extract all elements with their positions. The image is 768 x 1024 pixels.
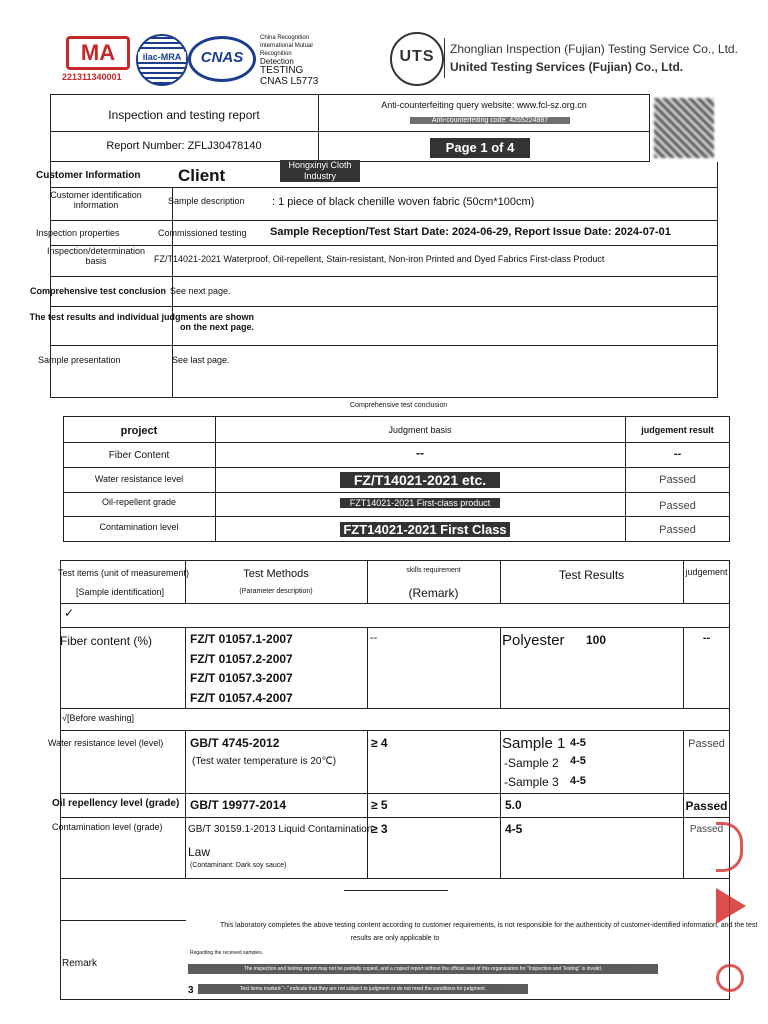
fiber-result-value: 100 xyxy=(586,633,607,647)
fiber-method: FZ/T 01057.2-2007 xyxy=(190,651,293,666)
h-sample: [Sample identification] xyxy=(76,587,165,597)
remark-note2-num: 3 xyxy=(188,985,194,996)
water-sample-value: 4-5 xyxy=(570,755,586,767)
customer-info-label: Customer Information xyxy=(36,170,141,181)
client-label: Client xyxy=(178,166,226,185)
cma-label: MA xyxy=(80,40,116,65)
sample-presentation-label: Sample presentation xyxy=(38,355,121,365)
uts-logo xyxy=(390,32,444,86)
cnas-sub2: International Mutual xyxy=(260,43,313,49)
basis-value: FZ/T14021-2021 Waterproof, Oil-repellent, Stain-resistant, Non-iron Printed and Dyed Fabrics First-class Product xyxy=(154,254,605,264)
sample-presentation-value: See last page. xyxy=(172,355,230,365)
seal-stamp xyxy=(716,822,743,872)
row-project: Fiber Content xyxy=(108,450,170,461)
water-sample-value: 4-5 xyxy=(570,775,586,787)
water-req: ≥ 4 xyxy=(371,736,388,750)
ilac-label: ilac-MRA xyxy=(138,52,186,62)
water-judge: Passed xyxy=(688,738,725,750)
water-method: GB/T 4745-2012 xyxy=(190,736,280,750)
oil-req: ≥ 5 xyxy=(371,798,388,812)
conclusion-label: Comprehensive test conclusion xyxy=(30,286,167,296)
cnas-text xyxy=(260,34,318,88)
disclaimer-line2: results are only applicable to xyxy=(350,935,440,942)
fiber-req: -- xyxy=(370,632,378,644)
row-result: Passed xyxy=(659,524,696,536)
report-number: Report Number: ZFLJ30478140 xyxy=(106,140,262,152)
commissioned-label: Commissioned testing xyxy=(158,228,247,238)
row-basis: FZT14021-2021 First Class xyxy=(340,522,510,537)
water-sample: -Sample 2 xyxy=(504,756,559,770)
water-label: Water resistance level (level) xyxy=(48,738,164,748)
page-number: Page 1 of 4 xyxy=(430,138,530,158)
row-result: -- xyxy=(673,448,682,460)
oil-method: GB/T 19977-2014 xyxy=(190,798,287,812)
conclusion-caption: Comprehensive test conclusion xyxy=(350,402,448,409)
ilac-logo xyxy=(136,34,188,86)
row-result: Passed xyxy=(659,474,696,486)
water-sample: -Sample 3 xyxy=(504,775,559,789)
cnas-logo xyxy=(188,36,256,82)
fiber-method: FZ/T 01057.1-2007 xyxy=(190,632,293,646)
oil-result: 5.0 xyxy=(505,798,522,812)
fiber-judge: -- xyxy=(702,632,711,644)
report-title: Inspection and testing report xyxy=(108,108,260,122)
cnas-sub3: Recognition xyxy=(260,51,292,57)
contam-result: 4-5 xyxy=(505,822,523,836)
qr-code xyxy=(654,98,714,158)
disclaimer-line1: This laboratory completes the above testing content according to customer requirements, is not responsible for the authenticity of customer-identified information, and the test xyxy=(220,922,758,929)
h-req: skills requirement xyxy=(406,567,461,574)
check-mark: ✓ xyxy=(64,606,75,620)
cma-logo xyxy=(66,36,130,70)
contam-method: GB/T 30159.1-2013 Liquid Contamination xyxy=(188,824,373,835)
basis-label: Inspection/determination basis xyxy=(46,246,146,266)
seal-stamp xyxy=(716,888,746,924)
remark-note2: Test items marked "--" indicate that they are not subject to judgment or do not meet the conditions for judgment. xyxy=(198,984,528,994)
dates-value: Sample Reception/Test Start Date: 2024-06-29, Report Issue Date: 2024-07-01 xyxy=(270,226,671,238)
oil-judge: Passed xyxy=(685,799,728,813)
contam-req: ≥ 3 xyxy=(371,822,388,836)
contam-judge: Passed xyxy=(689,824,724,835)
fiber-method: FZ/T 01057.3-2007 xyxy=(190,671,293,685)
contam-label: Contamination level (grade) xyxy=(52,822,163,832)
row-basis: FZ/T14021-2021 etc. xyxy=(340,472,500,488)
row-project: Contamination level xyxy=(99,522,179,532)
row-project: Oil-repellent grade xyxy=(101,497,177,507)
h-results: Test Results xyxy=(558,568,625,582)
seal-stamp xyxy=(716,964,744,992)
col-basis: Judgment basis xyxy=(388,425,452,435)
uts-label: UTS xyxy=(399,48,435,65)
row-result: Passed xyxy=(659,500,696,512)
fiber-methods xyxy=(190,630,293,708)
inspection-props-label: Inspection properties xyxy=(36,228,120,238)
row-project: Water resistance level xyxy=(94,474,184,484)
sample-desc-label: Sample description xyxy=(168,196,245,206)
cnas-sub4: Detection xyxy=(260,57,294,66)
company-name-en: United Testing Services (Fujian) Co., Ltd. xyxy=(450,60,684,74)
cma-number: 221311340001 xyxy=(62,72,122,82)
fiber-label: Fiber content (%) xyxy=(60,634,153,648)
before-washing: √[Before washing] xyxy=(62,713,134,723)
client-value: Hongxinyi Cloth Industry xyxy=(280,160,360,182)
remark-label: Remark xyxy=(62,958,98,969)
cnas-sub5: TESTING xyxy=(260,65,304,76)
h-remark: (Remark) xyxy=(408,586,459,600)
anti-fake-code: Anti-counterfeiting code: 4265224887 xyxy=(410,117,570,124)
h-methods-sub: (Parameter description) xyxy=(239,588,313,595)
water-sample-value: 4-5 xyxy=(570,737,586,749)
results-note: The test results and individual judgments are shown on the next page. xyxy=(29,312,254,332)
conclusion-value: See next page. xyxy=(170,286,231,296)
h-items: Test items (unit of measurement) xyxy=(58,568,190,578)
oil-label: Oil repellency level (grade) xyxy=(52,798,180,809)
customer-id-label: Customer identification information xyxy=(50,190,142,210)
water-method-note: (Test water temperature is 20℃) xyxy=(192,756,337,767)
anti-fake-url: Anti-counterfeiting query website: www.fcl-sz.org.cn xyxy=(381,100,587,110)
col-result: judgement result xyxy=(641,425,714,435)
row-basis: FZT14021-2021 First-class product xyxy=(340,498,500,508)
cnas-sub1: China Recognition xyxy=(260,35,310,41)
company-name-cn: Zhonglian Inspection (Fujian) Testing Service Co., Ltd. xyxy=(450,42,738,56)
cnas-label: CNAS xyxy=(200,49,244,66)
remark-note0: Regarding the received samples. xyxy=(190,950,264,956)
remark-note1: The inspection and testing report may not be partially copied, and a copied report without the official seal of this organization for "Inspection and Testing" is invalid. xyxy=(188,964,658,974)
fiber-method: FZ/T 01057.4-2007 xyxy=(190,690,293,705)
water-sample: Sample 1 xyxy=(502,735,566,752)
cnas-code: CNAS L5773 xyxy=(260,76,319,87)
h-judgement: judgement xyxy=(685,567,728,577)
h-methods: Test Methods xyxy=(243,568,309,580)
contam-note: (Contaminant: Dark soy sauce) xyxy=(190,862,287,869)
results-table xyxy=(60,560,730,1000)
col-project: project xyxy=(120,425,158,437)
fiber-result-name: Polyester xyxy=(502,632,565,649)
sample-desc-value: : 1 piece of black chenille woven fabric (50cm*100cm) xyxy=(272,196,535,208)
row-basis: -- xyxy=(416,446,424,460)
contam-method2: Law xyxy=(188,845,211,859)
